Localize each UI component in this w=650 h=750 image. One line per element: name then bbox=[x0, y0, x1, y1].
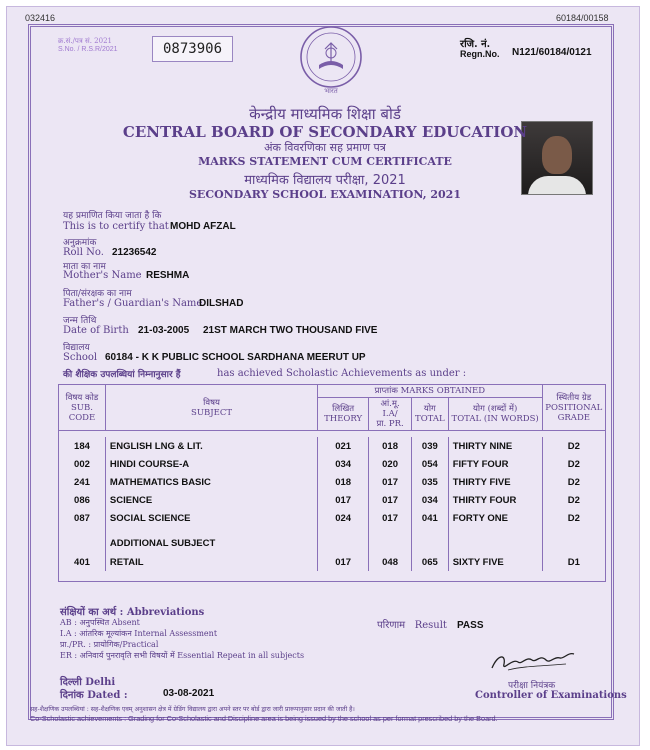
doc-title-english: MARKS STATEMENT CUM CERTIFICATE bbox=[198, 155, 452, 168]
father-name: DILSHAD bbox=[199, 298, 244, 309]
roll-label: Roll No. bbox=[63, 247, 104, 258]
dob-hindi: जन्म तिथि bbox=[63, 316, 97, 326]
abbr-absent: AB : अनुपस्थित Absent bbox=[60, 618, 140, 627]
dated-value: 03-08-2021 bbox=[163, 688, 215, 699]
emblem-caption: भारत bbox=[324, 87, 338, 95]
regn-number: N121/60184/0121 bbox=[512, 47, 592, 58]
top-right-code: 60184/00158 bbox=[556, 13, 609, 23]
abbr-practical: प्रा./PR. : प्रायोगिक/Practical bbox=[60, 640, 159, 649]
header-sub-code: विषय कोड SUB. CODE bbox=[59, 385, 106, 431]
student-name: MOHD AFZAL bbox=[170, 221, 236, 232]
father-label: Father's / Guardian's Name bbox=[63, 298, 203, 309]
school-name: 60184 - K K PUBLIC SCHOOL SARDHANA MEERUT UP bbox=[105, 352, 366, 363]
controller-signature-icon bbox=[488, 648, 578, 676]
achievement-english: has achieved Scholastic Achievements as under : bbox=[217, 368, 467, 379]
board-name-hindi: केन्द्रीय माध्यमिक शिक्षा बोर्ड bbox=[249, 105, 401, 123]
header-subject: विषय SUBJECT bbox=[105, 385, 317, 431]
header-total: योग TOTAL bbox=[412, 398, 449, 431]
top-left-code: 032416 bbox=[25, 13, 56, 23]
table-row: 002 HINDI COURSE-A 034 020 054 FIFTY FOUR D2 bbox=[59, 455, 606, 473]
table-row: 401 RETAIL 017 048 065 SIXTY FIVE D1 bbox=[59, 553, 606, 571]
exam-title-english: SECONDARY SCHOOL EXAMINATION, 2021 bbox=[188, 188, 461, 201]
regn-hindi-label: रजि. नं. bbox=[460, 39, 491, 50]
abbr-internal-assessment: I.A : आंतरिक मूल्यांकन Internal Assessment bbox=[60, 629, 218, 638]
dob-label: Date of Birth bbox=[63, 325, 129, 336]
certify-hindi: यह प्रमाणित किया जाता है कि bbox=[63, 211, 162, 221]
table-row: 087 SOCIAL SCIENCE 024 017 041 FORTY ONE D2 bbox=[59, 509, 606, 527]
cbse-emblem-icon bbox=[295, 23, 367, 95]
school-hindi: विद्यालय bbox=[63, 343, 90, 353]
footer-hindi: सह-शैक्षणिक उपलब्धियां : सह-शैक्षणिक एवम् अनुशासन क्षेत्र में ग्रेडिंग विद्यालय द्वारा अपने स्तर पर बोर्ड द्वारा जारी प्रारूपानुसार प्रदान की जाती है। bbox=[30, 706, 355, 713]
roll-hindi: अनुक्रमांक bbox=[63, 238, 97, 248]
header-theory: लिखित THEORY bbox=[318, 398, 369, 431]
serial-en-label: S.No. / R.S.R/2021 bbox=[58, 46, 118, 53]
dob-value: 21-03-2005 bbox=[138, 325, 190, 336]
abbr-essential-repeat: ER : अनिवार्य पुनरावृति सभी विषयों में Essential Repeat in all subjects bbox=[60, 651, 305, 660]
board-name-english: CENTRAL BOARD OF SECONDARY EDUCATION bbox=[122, 123, 528, 141]
mother-hindi: माता का नाम bbox=[63, 262, 106, 272]
table-row: 241 MATHEMATICS BASIC 018 017 035 THIRTY FIVE D2 bbox=[59, 473, 606, 491]
certify-english: This is to certify that bbox=[63, 221, 169, 232]
header-ia-pr: आं.मू. I.A/ प्रा. PR. bbox=[369, 398, 412, 431]
abbreviations-title: संक्षियों का अर्थ : Abbreviations bbox=[60, 607, 205, 618]
roll-number: 21236542 bbox=[112, 247, 157, 258]
header-marks-obtained: प्राप्तांक MARKS OBTAINED bbox=[318, 385, 542, 398]
mother-name: RESHMA bbox=[146, 270, 190, 281]
exam-title-hindi: माध्यमिक विद्यालय परीक्षा, 2021 bbox=[244, 173, 406, 188]
marks-table bbox=[58, 384, 606, 582]
controller-english: Controller of Examinations bbox=[475, 690, 627, 701]
father-hindi: पिता/संरक्षक का नाम bbox=[63, 289, 132, 299]
achievement-hindi: की शैक्षिक उपलब्धियां निम्नानुसार हैं bbox=[63, 370, 181, 380]
table-row: ADDITIONAL SUBJECT bbox=[59, 527, 606, 553]
place: दिल्ली Delhi bbox=[60, 677, 116, 688]
footer-english: Co-Scholastic achievements : Grading for Co-Scholastic and Discipline area is being issued by the school as per format prescribed by the Board. bbox=[30, 714, 498, 723]
mother-label: Mother's Name bbox=[63, 270, 142, 281]
dob-words: 21ST MARCH TWO THOUSAND FIVE bbox=[203, 325, 378, 336]
school-label: School bbox=[63, 352, 98, 363]
doc-title-hindi: अंक विवरणिका सह प्रमाण पत्र bbox=[264, 141, 386, 154]
serial-hindi-label: क्र.सं./पत्र सं. 2021 bbox=[58, 37, 112, 45]
dated-label: दिनांक Dated : bbox=[60, 690, 128, 701]
header-total-in-words: योग (शब्दों में) TOTAL (IN WORDS) bbox=[448, 398, 542, 431]
regn-en-label: Regn.No. bbox=[460, 49, 500, 59]
controller-hindi: परीक्षा नियंत्रक bbox=[508, 681, 556, 691]
table-row: 086 SCIENCE 017 017 034 THIRTY FOUR D2 bbox=[59, 491, 606, 509]
serial-number: 0873906 bbox=[152, 36, 233, 62]
table-row: 184 ENGLISH LNG & LIT. 021 018 039 THIRTY NINE D2 bbox=[59, 437, 606, 455]
result-label: परिणाम Result bbox=[377, 620, 447, 631]
header-positional-grade: स्थितीय ग्रेड POSITIONAL GRADE bbox=[542, 385, 605, 431]
result-value: PASS bbox=[457, 620, 484, 631]
